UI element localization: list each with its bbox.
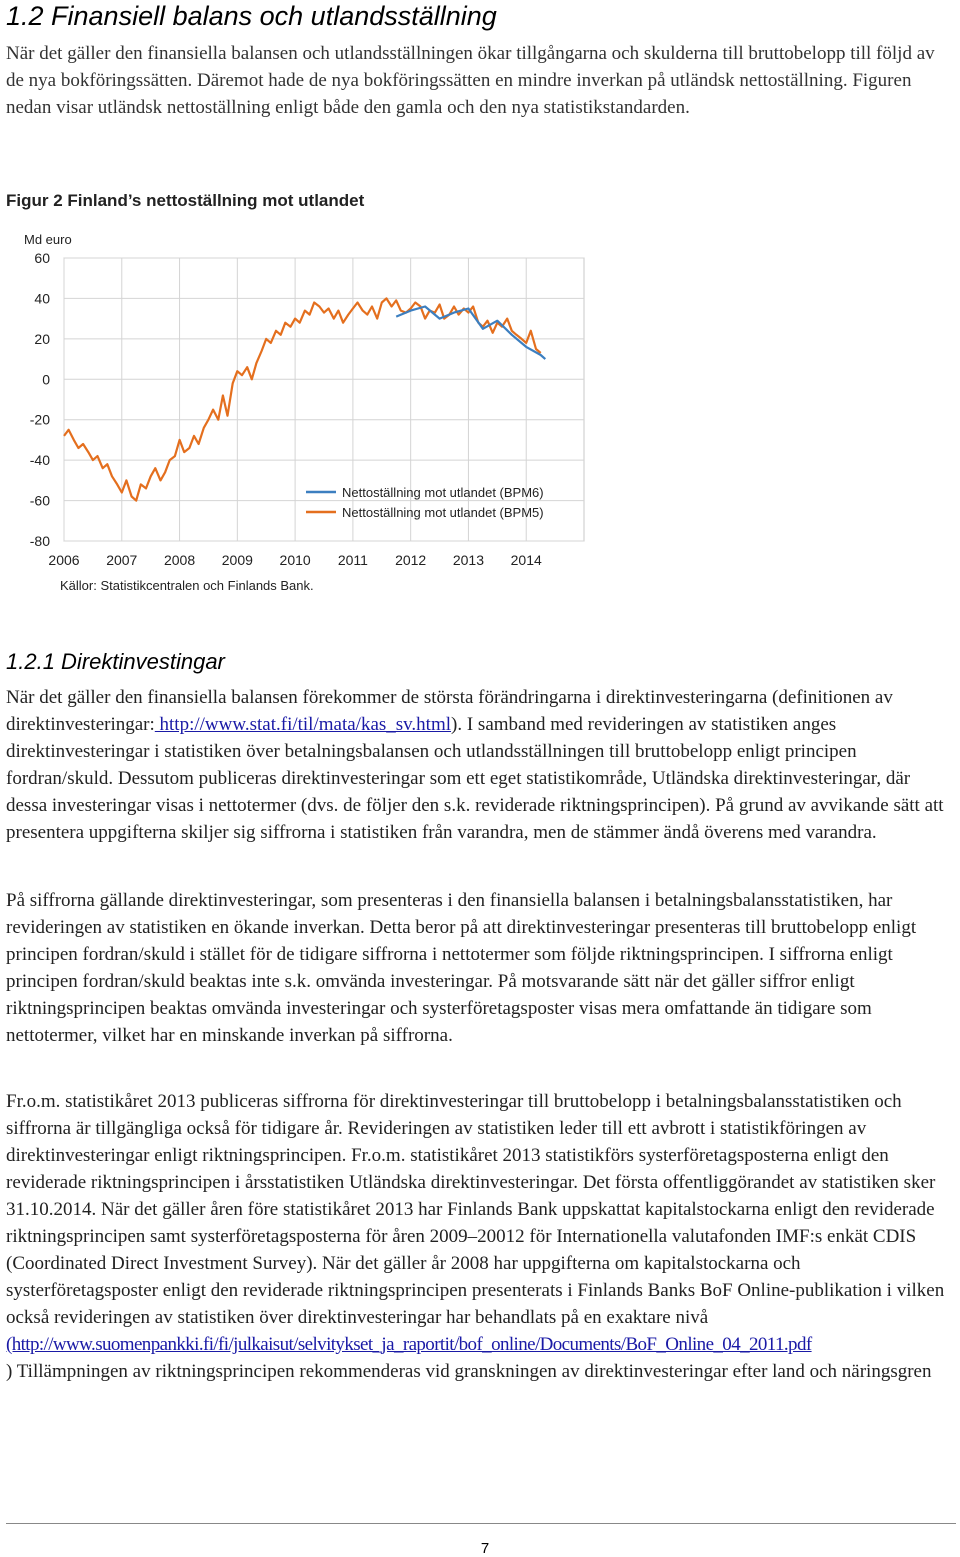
intro-paragraph: När det gäller den finansiella balansen och utlandsställningen ökar tillgångarna och skulderna till bruttobelopp till följd av de nya bokföringssätten. Däremot hade de nya bokföringssätten en mindre inverkan på utländsk nettoställning. Figuren nedan visar utländsk nettoställning enligt både den gamla och den nya statistikstandarden. — [6, 43, 935, 118]
net-position-chart — [20, 228, 592, 606]
section-heading: 1.2 Finansiell balans och utlandsställning — [6, 1, 497, 31]
y-axis-label: Md euro — [24, 232, 72, 247]
statistical-year-paragraph — [6, 1088, 956, 1385]
y-tick-label: -20 — [29, 411, 50, 428]
y-tick-label: 40 — [34, 290, 50, 307]
paragraph-text: ). I samband med revideringen av statistiken anges direktinvesteringar i statistiken över betalningsbalansen och utlandsställningen till bruttobelopp enligt principen fordran/skuld. Dessutom publiceras direktinvesteringar som ett eget statistikområde, Utländska direktinvesteringar, där dessa investeringar visas i nettotermer (dvs. de följer den s.k. reviderade riktningsprincipen). På grund av avvikande sätt att presentera uppgifterna skiljer sig siffrorna i statistiken från varandra, men de stämmer ändå överens med varandra. — [6, 714, 944, 843]
statistics-definition-link[interactable]: http://www.stat.fi/til/mata/kas_sv.html — [154, 714, 452, 735]
x-tick-label: 2006 — [48, 552, 80, 568]
y-tick-label: 60 — [34, 250, 50, 266]
x-tick-label: 2009 — [221, 552, 253, 568]
y-tick-label: -80 — [29, 533, 50, 549]
y-tick-label: -40 — [29, 452, 50, 469]
paragraph-text: ) Tillämpningen av riktningsprincipen rekommenderas vid granskningen av direktinvesteringar efter land och näringsgren — [6, 1361, 932, 1382]
paragraph-text: Fr.o.m. statistikåret 2013 publiceras siffrorna för direktinvesteringar till bruttobelopp i betalningsbalansstatistiken och siffrorna är tillgängliga också för tidigare år. Revideringen av statistiken leder till ett avbrott i statistikföringen av direktinvesteringar enligt riktningsprincipen. Fr.o.m. statistikåret 2013 statistikförs systerföretagsposterna enligt den reviderade riktningsprincipen i årsstatistiken Utländska direktinvesteringar. Det första offentliggörandet av statistiken sker 31.10.2014. När det gäller åren före statistikåret 2013 har Finlands Bank uppskattat kapitalstockarna enligt den reviderade riktningsprincipen samt systerföretagsposterna för åren 2009–20012 för Internationella valutafonden IMF:s enkät CDIS (Coordinated Direct Investment Survey). När det gäller år 2008 har uppgifterna om kapitalstockarna och systerföretagsposter enligt den reviderade riktningsprincipen presenterats i Finlands Banks BoF Online-publikation i vilken också revideringen av statistiken över direktinvesteringar har behandlats på en exaktare nivå — [6, 1091, 945, 1328]
legend-label-bpm5: Nettoställning mot utlandet (BPM5) — [342, 505, 544, 520]
bof-online-link[interactable]: (http://www.suomenpankki.fi/fi/julkaisut/selvitykset_ja_raportit/bof_online/Documents/BoF_Online_04_2011.pdf — [6, 1334, 812, 1355]
gross-amounts-paragraph: På siffrorna gällande direktinvesteringar, som presenteras i den finansiella balansen i betalningsbalansstatistiken, har revideringen av statistiken en ökande inverkan. Detta beror på att direktinvesteringar presenteras till bruttobelopp enligt principen fordran/skuld i stället för de tidigare siffrorna i nettotermer som följde riktningsprincipen. I siffrorna enligt principen fordran/skuld beaktas inte s.k. omvända investeringar. På motsvarande sätt när det gäller siffror enligt riktningsprincipen beaktas omvända investeringar och systerföretagsposter visas mera omfattande än tidigare som nettotermer, vilket har en minskande inverkan på siffrorna. — [6, 890, 917, 1046]
y-tick-label: -60 — [29, 492, 50, 509]
subsection-heading: 1.2.1 Direktinvestingar — [6, 649, 225, 674]
x-tick-label: 2010 — [279, 552, 311, 568]
paragraph-text: När det gäller den finansiella balansen förekommer de största förändringarna i direktinvesteringarna (definitionen av direktinvesteringar: — [6, 687, 893, 735]
direct-investment-paragraph — [6, 684, 956, 846]
figure-caption: Figur 2 Finland’s nettoställning mot utlandet — [6, 191, 365, 210]
x-tick-label: 2007 — [106, 552, 138, 568]
x-tick-label: 2012 — [395, 552, 427, 568]
x-tick-label: 2014 — [510, 552, 542, 568]
x-tick-label: 2013 — [452, 552, 485, 568]
chart-svg — [20, 228, 592, 606]
y-tick-label: 0 — [42, 371, 50, 388]
page-number: 7 — [480, 1540, 490, 1557]
x-tick-label: 2008 — [163, 552, 196, 568]
footer-divider — [6, 1523, 956, 1524]
legend-label-bpm6: Nettoställning mot utlandet (BPM6) — [342, 485, 544, 500]
chart-source: Källor: Statistikcentralen och Finlands Bank. — [60, 578, 314, 593]
x-tick-label: 2011 — [337, 552, 368, 568]
y-tick-label: 20 — [34, 330, 50, 347]
